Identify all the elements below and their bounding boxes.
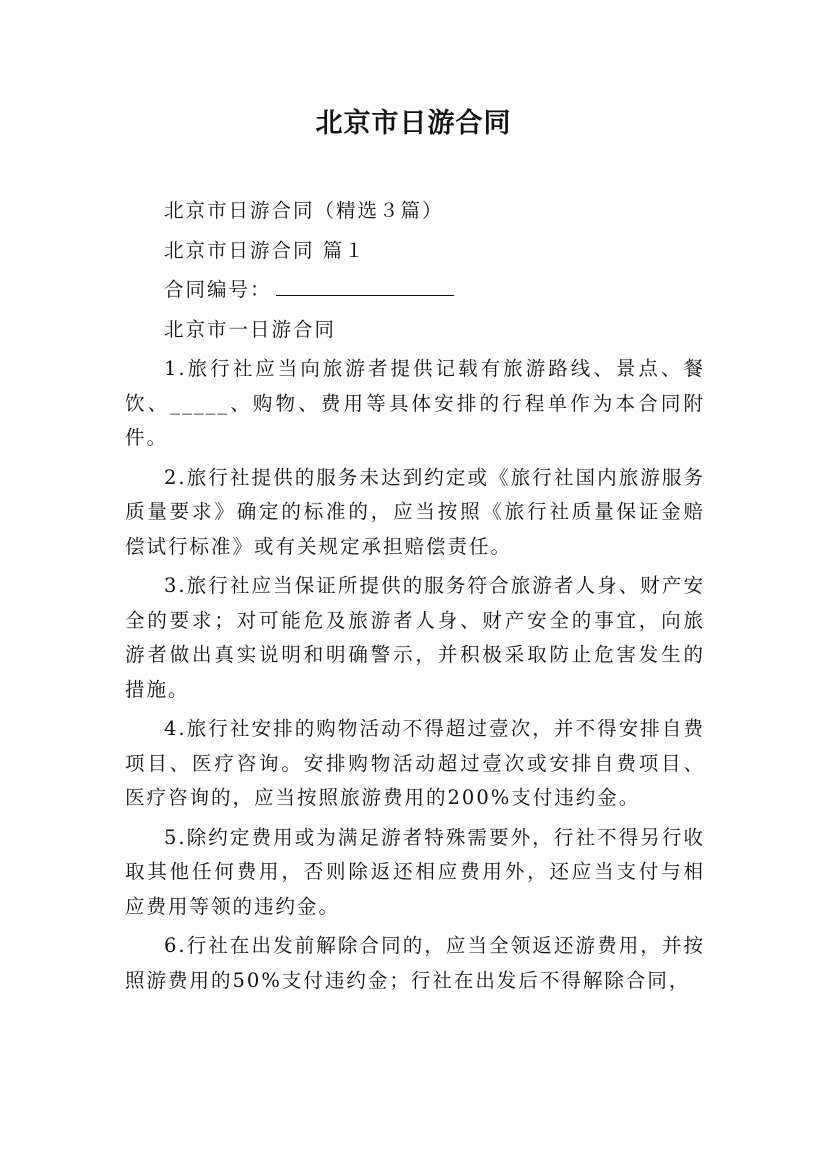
clause-paragraph-1: 1.旅行社应当向旅游者提供记载有旅游路线、景点、餐饮、_____、购物、费用等具体安排的行程单作为本合同附件。 xyxy=(125,357,705,449)
subtitle-line: 北京市日游合同（精选３篇） xyxy=(164,199,444,222)
contract-number-line xyxy=(125,273,705,308)
document-body xyxy=(125,194,705,1003)
document-title: 北京市日游合同 xyxy=(315,108,512,139)
clause-paragraph-3: 3.旅行社应当保证所提供的服务符合旅游者人身、财产安全的要求；对可能危及旅游者人身、财产安全的事宜，向旅游者做出真实说明和明确警示，并积极采取防止危害发生的措施。 xyxy=(125,574,705,701)
contract-number-blank xyxy=(276,273,454,296)
clause-paragraph-2: 2.旅行社提供的服务未达到约定或《旅行社国内旅游服务质量要求》确定的标准的，应当按照《旅行社质量保证金赔偿试行标准》或有关规定承担赔偿责任。 xyxy=(125,465,705,558)
clause-paragraph-6: 6.行社在出发前解除合同的，应当全领返还游费用，并按照游费用的50%支付违约金；行社在出发后不得解除合同， xyxy=(125,934,705,992)
clause-paragraph-4: 4.旅行社安排的购物活动不得超过壹次，并不得安排自费项目、医疗咨询。安排购物活动超过壹次或安排自费项目、医疗咨询的，应当按照旅游费用的200%支付违约金。 xyxy=(125,717,705,809)
clause-paragraph-5: 5.除约定费用或为满足游者特殊需要外，行社不得另行收取其他任何费用，否则除返还相应费用外，还应当支付与相应费用等领的违约金。 xyxy=(125,825,705,918)
section-line: 北京市日游合同 篇１ xyxy=(164,238,366,262)
contract-heading-line: 北京市一日游合同 xyxy=(164,317,337,341)
contract-number-label: 合同编号： xyxy=(164,278,272,301)
